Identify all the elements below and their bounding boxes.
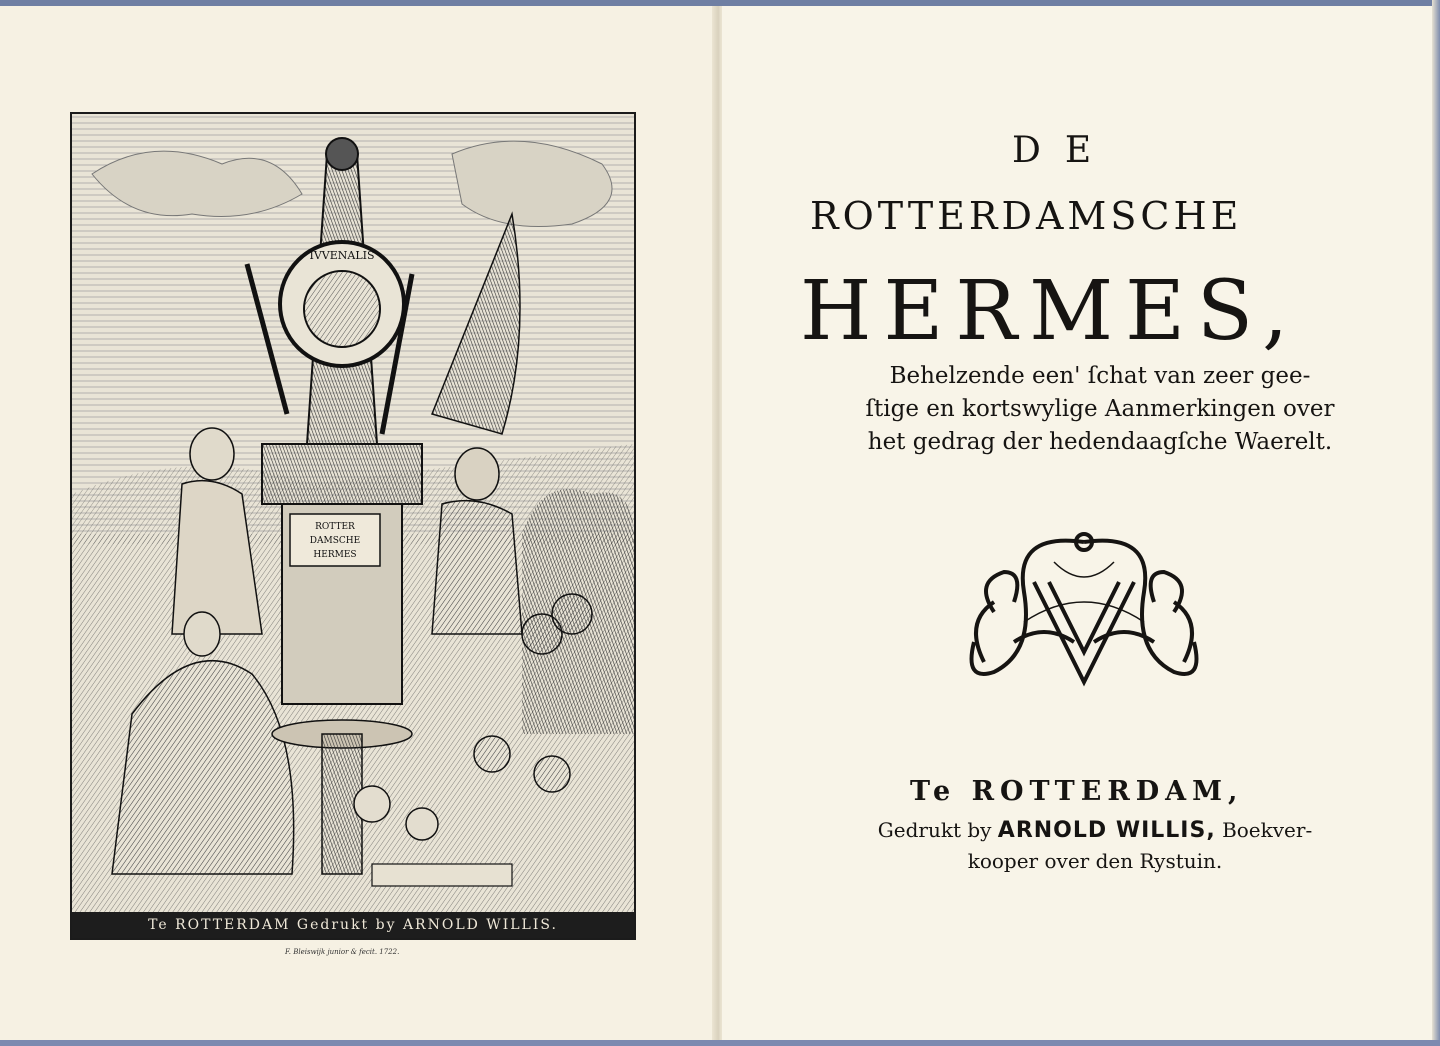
- scan-edge-bottom: [0, 1040, 1440, 1046]
- medallion-text: IVVENALIS: [309, 249, 375, 262]
- title-de: DE: [1012, 130, 1116, 171]
- plaque-line-3: HERMES: [313, 550, 357, 560]
- engraving-artwork: [72, 114, 634, 914]
- plate-caption: [72, 912, 634, 938]
- title-hermes: HERMES,: [800, 264, 1301, 359]
- frontispiece-engraving: [70, 112, 636, 940]
- imprint-place: Te ROTTERDAM,: [910, 776, 1244, 807]
- right-page: [722, 0, 1440, 1046]
- printer-prefix: Gedrukt by: [877, 818, 992, 842]
- plate-caption-text: Te ROTTERDAM Gedrukt by ARNOLD WILLIS.: [148, 917, 558, 933]
- scan-edge-right: [1432, 0, 1440, 1046]
- subtitle: [820, 360, 1380, 459]
- printer-suffix: Boekver-: [1222, 818, 1313, 842]
- title-rotterdamsche: ROTTERDAMSCHE: [810, 194, 1243, 238]
- left-page: [0, 0, 718, 1046]
- plaque-line-2: DAMSCHE: [309, 536, 361, 546]
- printer-line-2: kooper over den Rystuin.: [967, 849, 1223, 873]
- subtitle-line-2: ſtige en kortswylige Aanmerkingen over: [865, 396, 1335, 422]
- scan-edge-top: [0, 0, 1440, 6]
- printer-line-1: [815, 815, 1375, 846]
- printer-monogram-ornament: [954, 522, 1214, 702]
- engraver-signature: F. Bleiswijk junior & fecit. 1722.: [285, 948, 400, 956]
- plaque-line-1: ROTTER: [315, 522, 355, 532]
- subtitle-line-1: Behelzende een' ſchat van zeer gee-: [889, 363, 1311, 389]
- subtitle-line-3: het gedrag der hedendaagſche Waerelt.: [867, 429, 1333, 455]
- imprint-printer: [815, 815, 1375, 876]
- printer-name: ARNOLD WILLIS,: [997, 818, 1216, 843]
